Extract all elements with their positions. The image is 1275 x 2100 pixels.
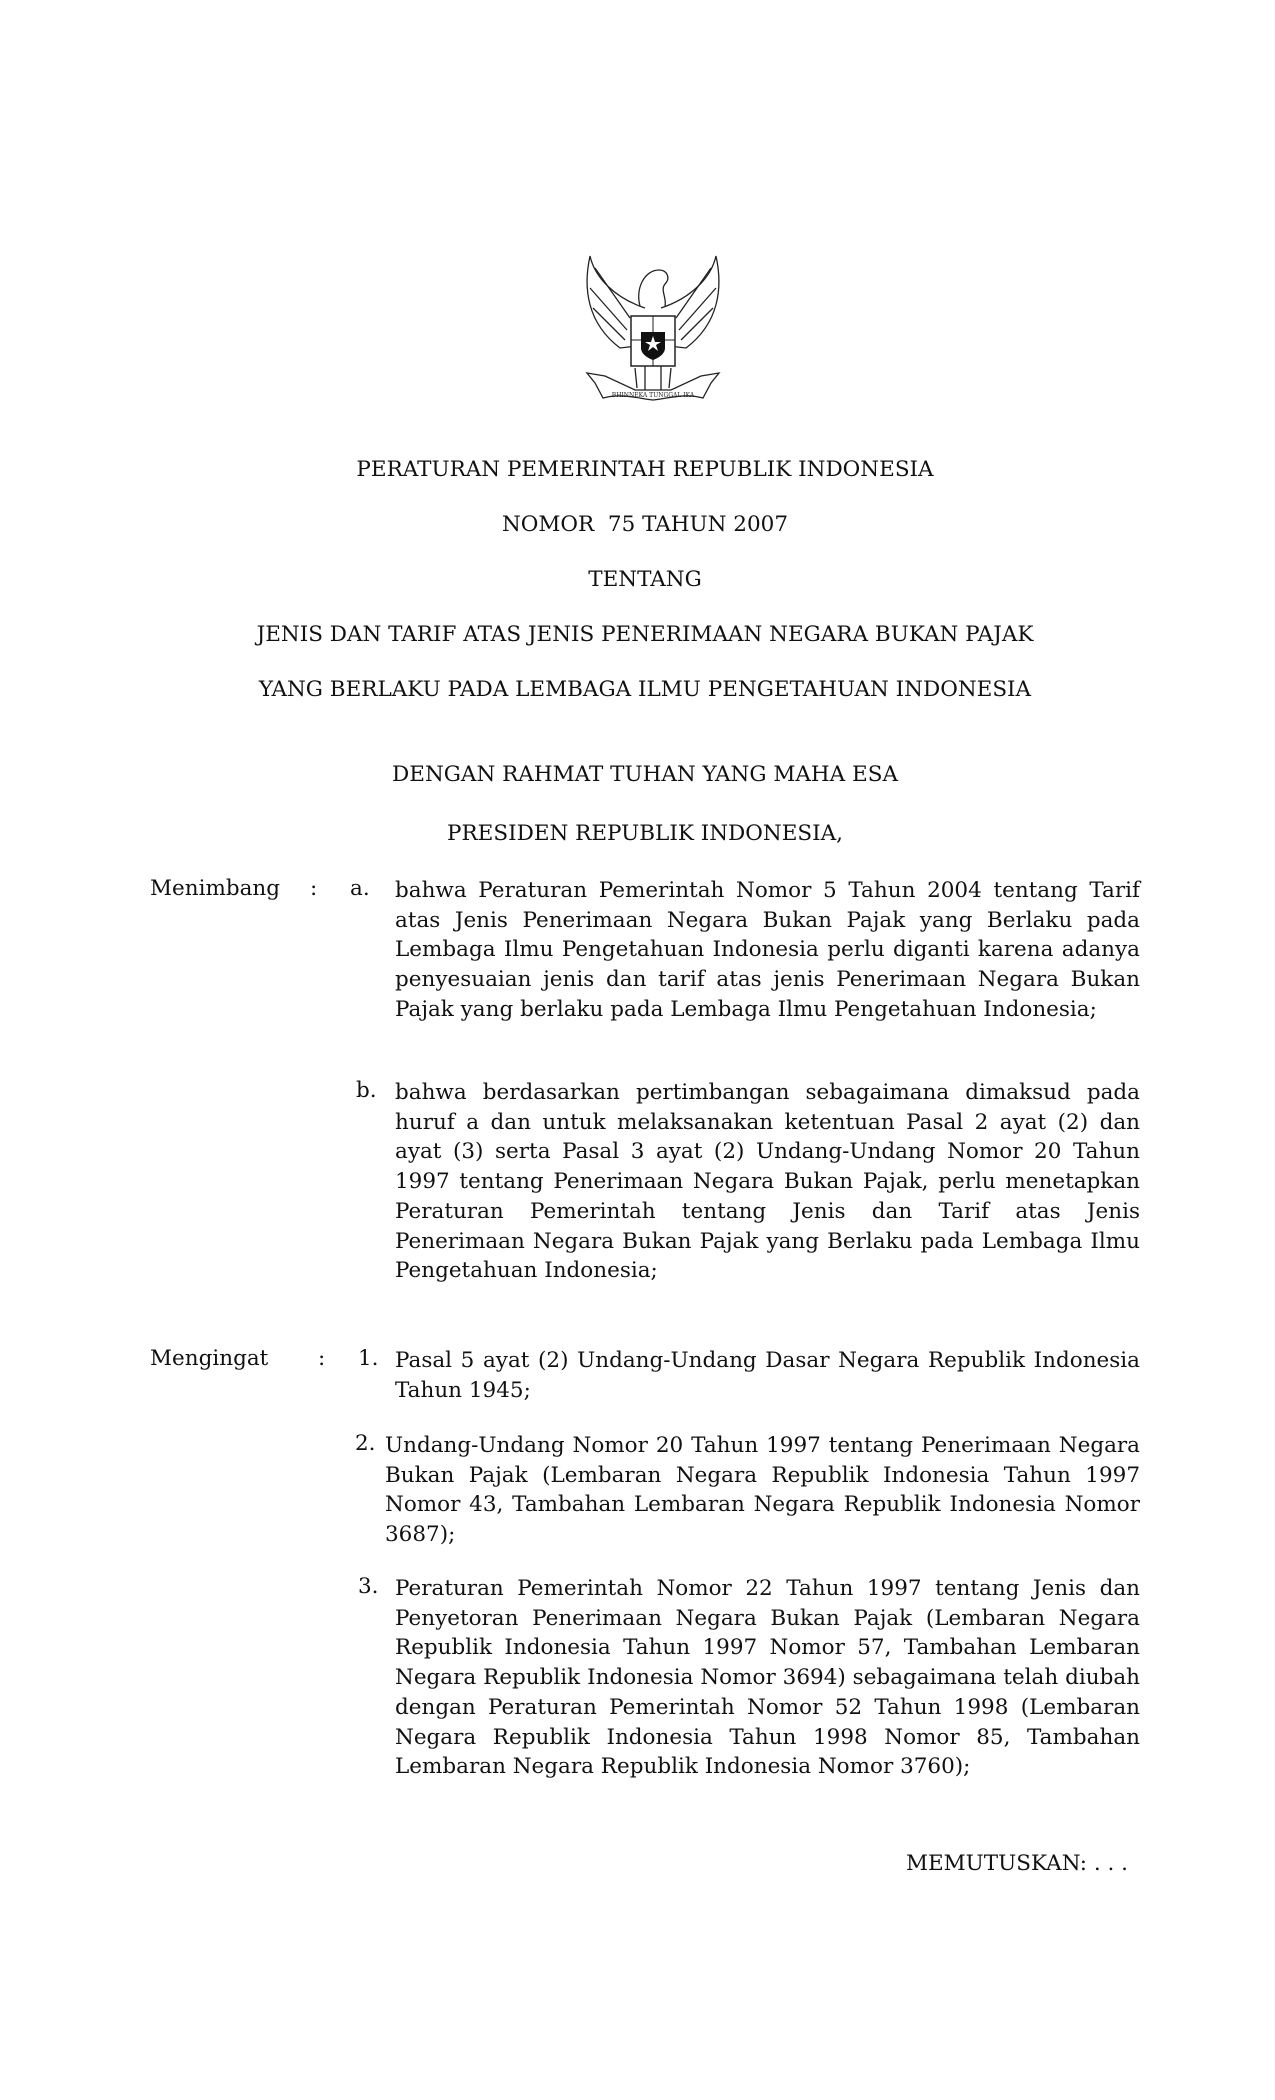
title-tentang: TENTANG [588,567,702,592]
title-subject-2: YANG BERLAKU PADA LEMBAGA ILMU PENGETAHUAN INDONESIA [258,677,1032,702]
menimbang-item-b: bahwa berdasarkan pertimbangan sebagaimana dimaksud pada huruf a dan untuk melaksanakan ketentuan Pasal 2 ayat (2) dan ayat (3) serta Pasal 3 ayat (2) Undang-Undang Nomor 20 Tahun 1997 tentang Penerimaan Negara Bukan Pajak, perlu menetapkan Peraturan Pemerintah tentang Jenis dan Tarif atas Jenis Penerimaan Negara Bukan Pajak yang Berlaku pada Lembaga Ilmu Pengetahuan Indonesia; [395,1080,1140,1284]
garuda-emblem-icon [575,248,731,412]
title-number: NOMOR 75 TAHUN 2007 [501,512,789,537]
continuation-marker: MEMUTUSKAN: . . . [905,1851,1128,1876]
president-heading: PRESIDEN REPUBLIK INDONESIA, [447,821,843,846]
item-marker-b: b. [356,1078,377,1103]
invocation: DENGAN RAHMAT TUHAN YANG MAHA ESA [392,762,898,787]
title-line-1: PERATURAN PEMERINTAH REPUBLIK INDONESIA [356,457,934,482]
item-marker-3: 3. [358,1574,379,1599]
menimbang-item-a: bahwa Peraturan Pemerintah Nomor 5 Tahun 2004 tentang Tarif atas Jenis Penerimaan Negara Bukan Pajak yang Berlaku pada Lembaga Ilmu Pengetahuan Indonesia perlu diganti karena adanya penyesuaian jenis dan tarif atas jenis Penerimaan Negara Bukan Pajak yang berlaku pada Lembaga Ilmu Pengetahuan Indonesia; [395,878,1140,1022]
mengingat-item-1: Pasal 5 ayat (2) Undang-Undang Dasar Negara Republik Indonesia Tahun 1945; [395,1348,1140,1403]
mengingat-item-3: Peraturan Pemerintah Nomor 22 Tahun 1997 tentang Jenis dan Penyetoran Penerimaan Negara Bukan Pajak (Lembaran Negara Republik Indonesia Tahun 1997 Nomor 57, Tambahan Lembaran Negara Republik Indonesia Nomor 3694) sebagaimana telah diubah dengan Peraturan Pemerintah Nomor 52 Tahun 1998 (Lembaran Negara Republik Indonesia Tahun 1998 Nomor 85, Tambahan Lembaran Negara Republik Indonesia Nomor 3760); [395,1576,1140,1780]
mengingat-colon: : [318,1346,326,1371]
menimbang-label: Menimbang [150,876,281,901]
title-subject-1: JENIS DAN TARIF ATAS JENIS PENERIMAAN NEGARA BUKAN PAJAK [256,622,1034,647]
menimbang-colon: : [310,876,318,901]
item-marker-a: a. [350,876,370,901]
mengingat-label: Mengingat [150,1346,269,1371]
item-marker-2: 2. [355,1431,376,1456]
emblem-motto: BHINNEKA TUNGGAL IKA [611,392,695,399]
item-marker-1: 1. [358,1346,379,1371]
mengingat-item-2: Undang-Undang Nomor 20 Tahun 1997 tentang Penerimaan Negara Bukan Pajak (Lembaran Negara Republik Indonesia Tahun 1997 Nomor 43, Tambahan Lembaran Negara Republik Indonesia Nomor 3687); [385,1433,1140,1548]
